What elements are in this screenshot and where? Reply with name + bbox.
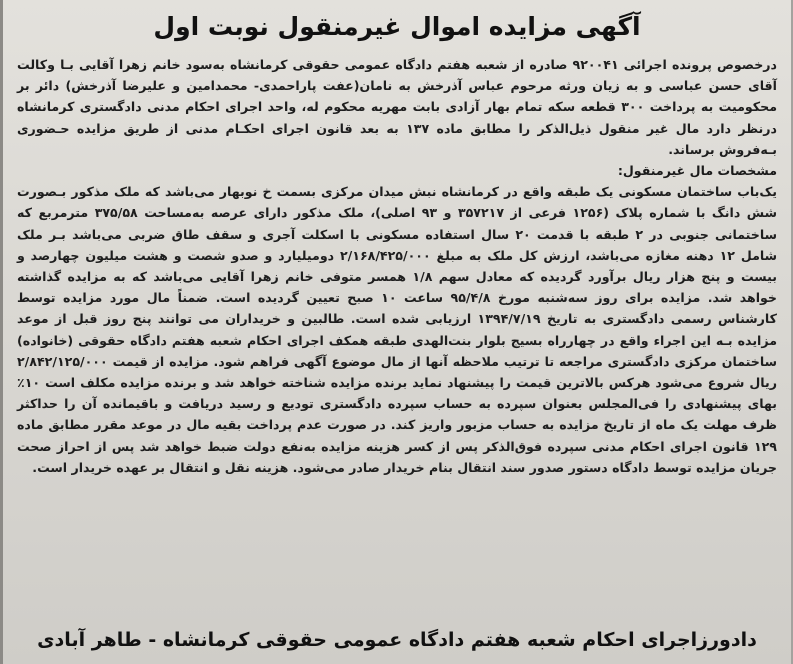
notice-intro-paragraph: درخصوص پرونده اجرائی ۹۲۰۰۴۱ صادره از شعبه هفتم دادگاه عمومی حقوقی کرمانشاه به‌سود خانم زهرا آقایی بـا وکالت آقای حسن عباسی و به زیان ورثه مرحوم عباس آذرخش به نامان(عفت پاراحمدی- محمدامین و علیرضا آذرخش) دائر بر محکومیت به پرداخت ۳۰۰ قطعه سکه تمام بهار آزادی بابت مهریه محکوم له، واحد اجرای احکام مدنی دادگستری کرمانشاه درنظر دارد مال غیر منقول ذیل‌الذکر را مطابق ماده ۱۳۷ به بعد قانون اجرای احکـام مدنی از طریق مزایده حـضوری بـه‌فروش برساند. xyxy=(17,57,777,157)
notice-signature: دادورزاجرای احکام شعبه هفتم دادگاه عمومی حقوقی کرمانشاه - طاهر آبادی xyxy=(37,629,757,651)
property-specs-paragraph: یک‌باب ساختمان مسکونی یک طبقه واقع در کرمانشاه نبش میدان مرکزی بسمت خ نوبهار می‌باشد که ملک مذکور بـصورت شش دانگ با شماره پلاک (۱۲۵۶ فرعی از ۳۵۷۲۱۷ و ۹۳ اصلی)، ملک مذکور دارای عرصه به‌مساحت ۳۷۵/۵۸ مترمربع که ساختمانی جنوبی در ۲ طبقه با قدمت ۲۰ سال استفاده مسکونی با اسکلت آجری و سقف طاق ضربی می‌باشد بـر ملک شامل ۱۲ دهنه مغازه می‌باشد، ارزش کل ملک به مبلغ ۲/۱۶۸/۴۲۵/۰۰۰ دومیلیارد و صدو شصت و هشت میلیون چهارصد و بیست و پنج هزار ریال برآورد گردیده که معادل سهم ۱/۸ همسر متوفی خانم زهرا آقایی می‌باشد که به مزایده گذاشته خواهد شد. مزایده برای روز سه‌شنبه مورخ ۹۵/۴/۸ ساعت ۱۰ صبح تعیین گردیده است. ضمناً مال مورد مزایده توسط کارشناس رسمی دادگستری به تاریخ ۱۳۹۴/۷/۱۹ ارزیابی شده است. طالبین و خریداران می توانند پنج روز قبل از موعد مزایده بـه این اجراء واقع در چهارراه بسیج بلوار بنت‌الهدی طبقه همکف اجرای احکام شعبه هفتم دادگاه حقوقی (خانواده) ساختمان مرکزی دادگستری مراجعه تا ترتیب ملاحظه آنها از مال موضوع آگهی فراهم شود. مزایده از قیمت ۲/۸۴۲/۱۲۵/۰۰۰ ریال شروع می‌شود هرکس بالاترین قیمت را پیشنهاد نماید برنده مزایده شناخته خواهد شد و برنده مزایده مکلف است ۱۰٪ بهای پیشنهادی را فی‌المجلس بعنوان سپرده به حساب سپرده دادگستری تودیع و رسید دریافت و باقیمانده آن را حداکثر ظرف مهلت یک ماه از تاریخ مزایده به حساب مزبور واریز کند. در صورت عدم پرداخت بقیه مال در موعد مقرر مطابق ماده ۱۲۹ قانون اجرای احکام مدنی سپرده فوق‌الذکر پس از کسر هزینه مزایده به‌نفع دولت ضبط خواهد شد پس از احراز صحت جریان مزایده توسط دادگاه دستور صدور سند انتقال بنام خریدار صادر می‌شود. هزینه نقل و انتقال بر عهده خریدار است. xyxy=(17,184,777,475)
property-specs-heading: مشخصات مال غیرمنقول: xyxy=(617,163,777,179)
notice-title: آگهی مزایده اموال غیرمنقول نوبت اول xyxy=(153,12,641,41)
